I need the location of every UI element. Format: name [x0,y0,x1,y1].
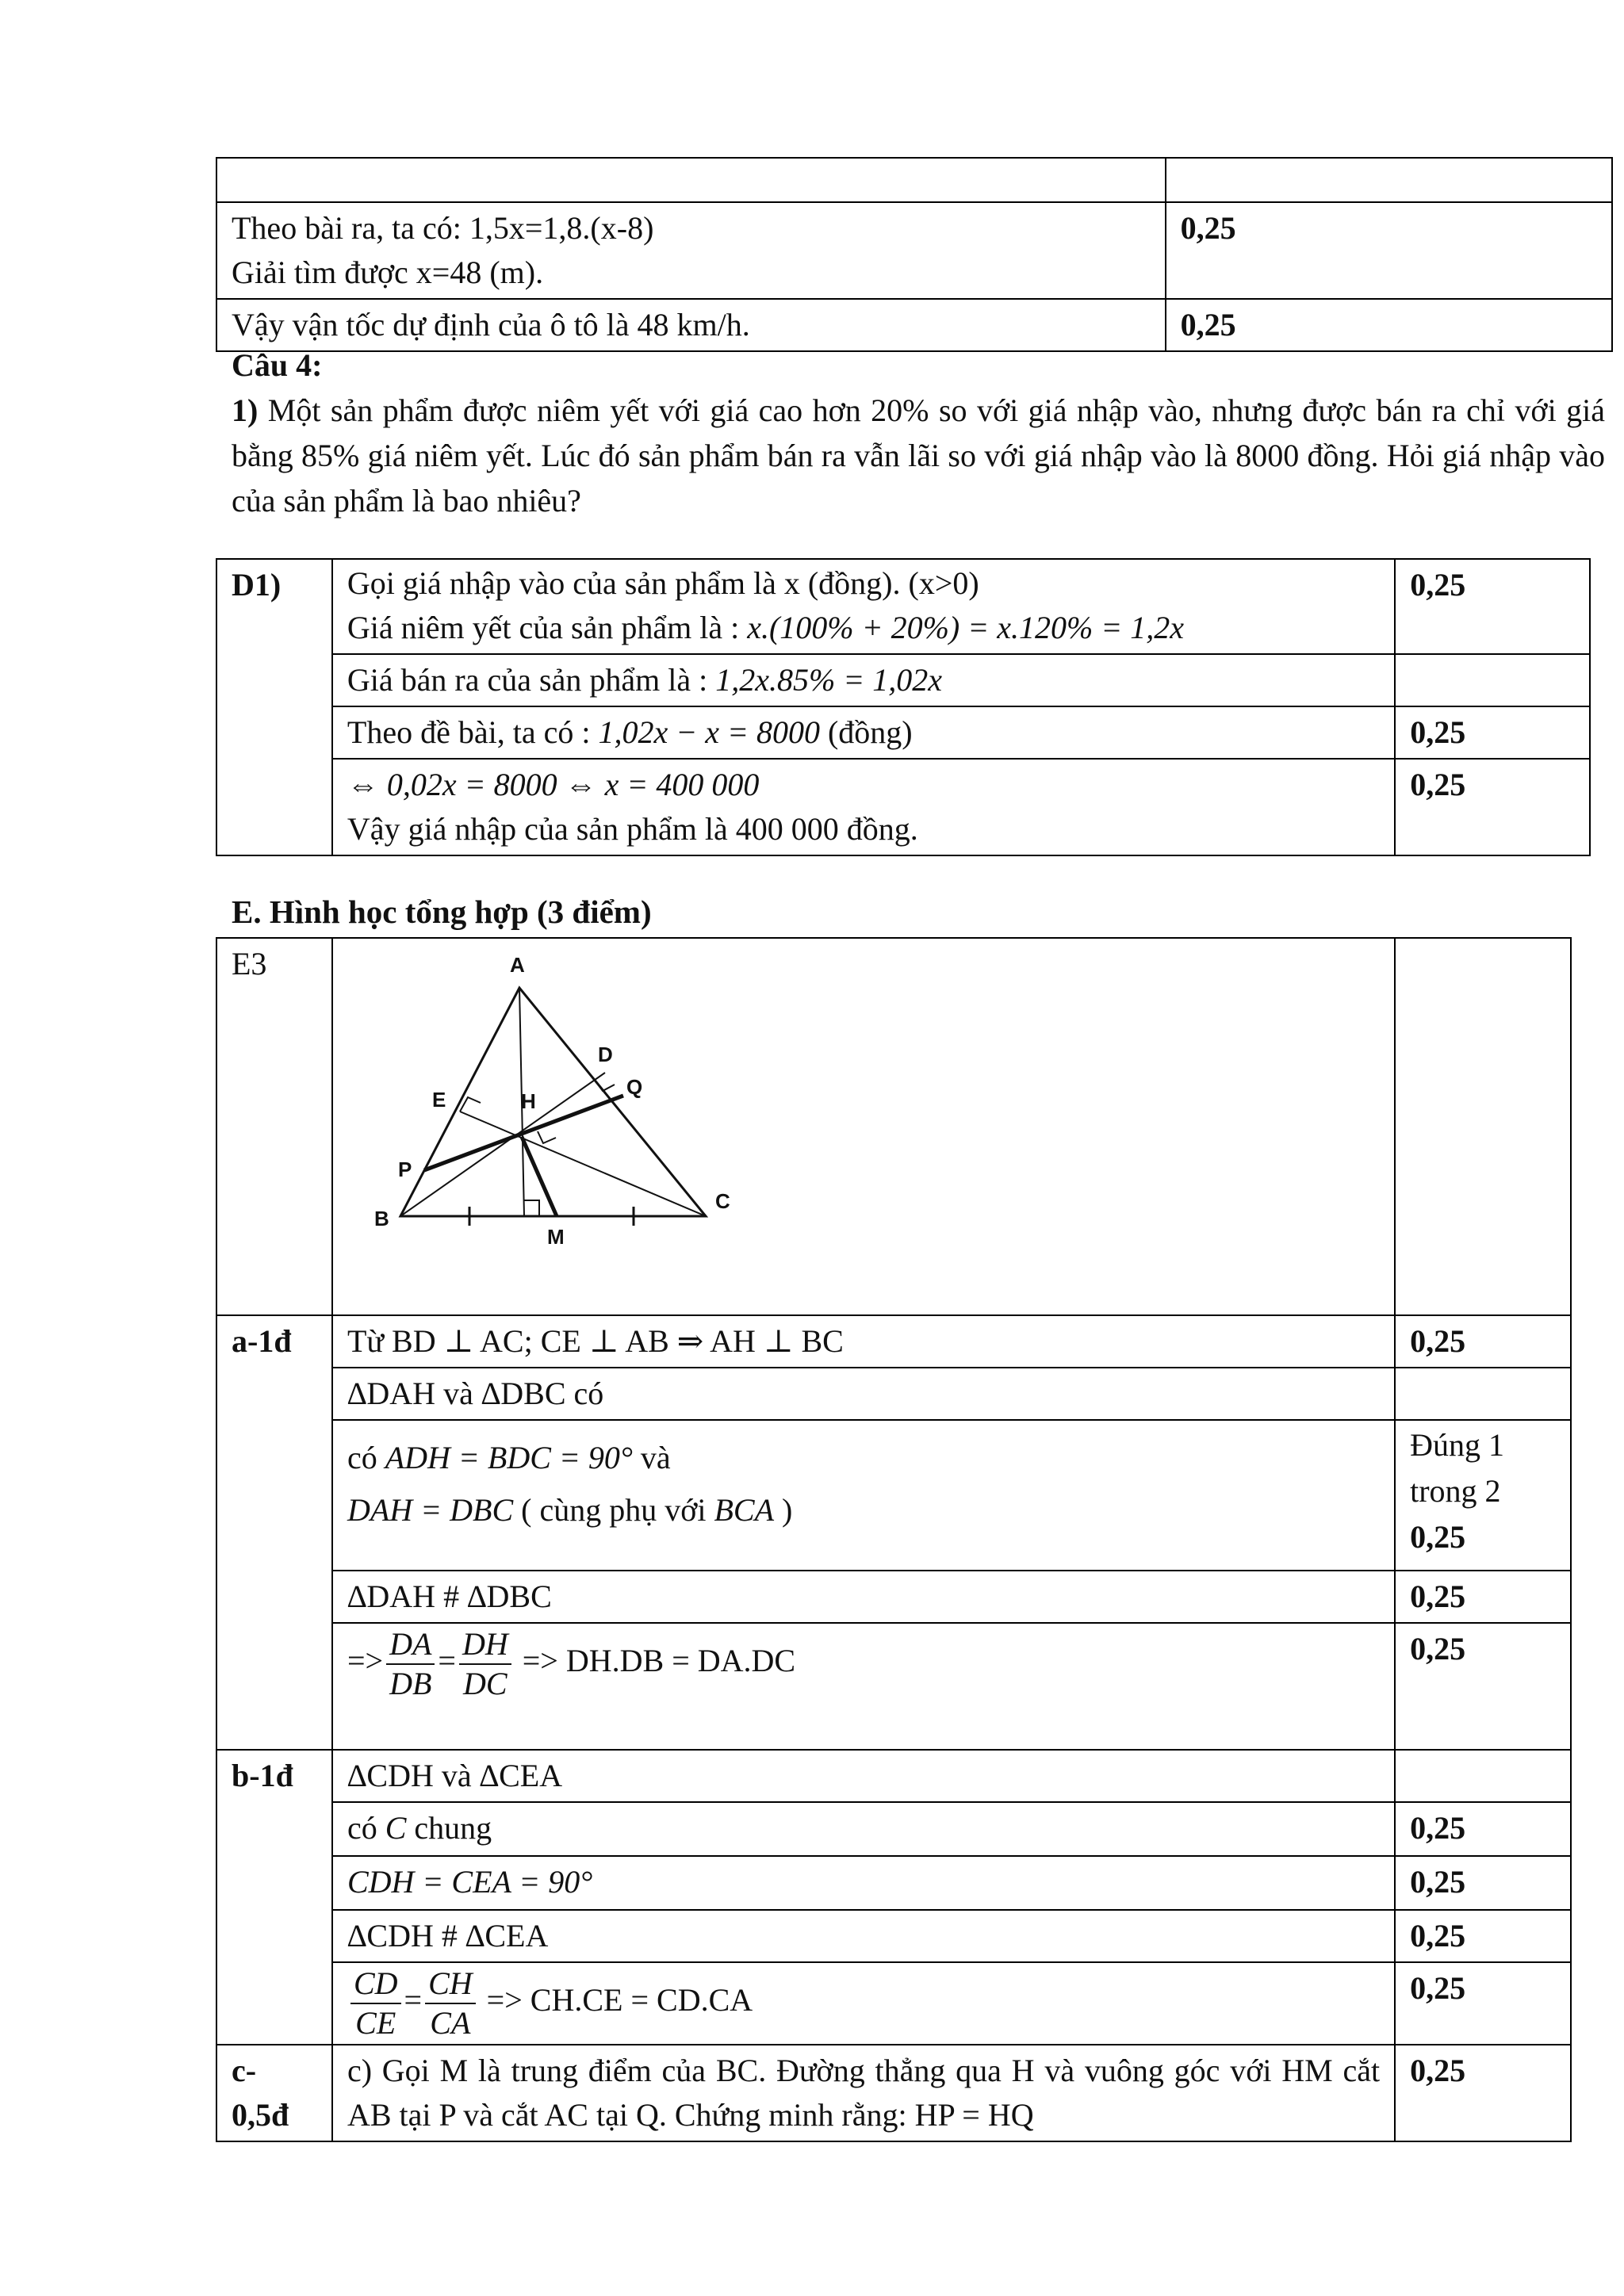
d1-table [216,558,1591,856]
solution-cell: Từ BD ⊥ AC; CE ⊥ AB ⇒ AH ⊥ BC [332,1315,1395,1368]
table-row [216,706,1590,759]
table-row [216,1802,1571,1856]
solution-cell: ∆DAH # ∆DBC [332,1571,1395,1623]
table-row [216,559,1590,654]
triangle-figure [333,939,761,1272]
table-row [216,2045,1571,2141]
row-label: b-1đ [216,1750,332,2045]
table-row [216,1420,1571,1571]
right-angle-h [538,1131,556,1143]
solution-cell: Gọi giá nhập vào của sản phẩm là x (đồng). (x>0) Giá niêm yết của sản phẩm là : x.(100% + 20%) = x.120% = 1,2x [332,559,1395,654]
label-m: M [546,1225,565,1249]
score-cell: 0,25 [1395,759,1590,855]
question-title: Câu 4: [232,347,323,383]
table-row [216,938,1571,1315]
solution-cell: ∆DAH và ∆DBC có [332,1368,1395,1420]
table-row [216,1910,1571,1962]
row-label: D1) [216,559,332,855]
section-title: E. Hình học tổng hợp (3 điểm) [232,894,652,930]
score-cell [1395,938,1571,1315]
solution-cell: Giá bán ra của sản phẩm là : 1,2x.85% = 1,02x [332,654,1395,706]
score-cell: Đúng 1 trong 2 0,25 [1395,1420,1571,1571]
label-q: Q [626,1075,643,1099]
figure-cell [332,938,1395,1315]
table-row [216,1750,1571,1802]
score-cell [1395,654,1590,706]
row-label: c- 0,5đ [216,2045,332,2141]
score-cell: 0,25 [1395,1962,1571,2045]
label-h: H [520,1089,536,1113]
label-a: A [509,953,525,977]
solution-cell: $\frac{CD}{CE}$ = $\frac{CH}{CA}$ => CH.CE = CD.CA [332,1962,1395,2045]
table-row [216,202,1612,299]
row-label: E3 [216,938,332,1315]
label-e: E [431,1088,446,1112]
score-cell: 0,25 [1395,1856,1571,1910]
score-cell [1395,1368,1571,1420]
score-cell: 0,25 [1395,1802,1571,1856]
table-row [216,654,1590,706]
row-label: a-1đ [216,1315,332,1750]
solution-cell: Theo đề bài, ta có : 1,02x − x = 8000 (đồng) [332,706,1395,759]
score-cell: 0,25 [1395,706,1590,759]
solution-cell: c) Gọi M là trung điểm của BC. Đường thẳng qua H và vuông góc với HM cắt AB tại P và cắt AC tại Q. Chứng minh rằng: HP = HQ [332,2045,1395,2141]
solution-cell: ⇔ 0,02x = 8000 ⇔ x = 400 000 Vậy giá nhập của sản phẩm là 400 000 đồng. [332,759,1395,855]
label-d: D [597,1043,613,1066]
score-cell [1395,1750,1571,1802]
table-row [216,1962,1571,2045]
score-cell: 0,25 [1395,1910,1571,1962]
score-cell: 0,25 [1166,299,1612,351]
score-cell: 0,25 [1166,202,1612,299]
score-cell: 0,25 [1395,1571,1571,1623]
table-row [216,759,1590,855]
question-text: 1) Một sản phẩm được niêm yết với giá cao hơn 20% so với giá nhập vào, nhưng được bán ra chỉ với giá bằng 85% giá niêm yết. Lúc đó sản phẩm bán ra vẫn lãi so với giá nhập vào là 8000 đồng. Hỏi giá nhập vào của sản phẩm là bao nhiêu? [232,392,1606,519]
label-p: P [397,1158,412,1181]
label-b: B [373,1207,389,1230]
label-c: C [714,1189,730,1213]
score-cell: 0,25 [1395,1623,1571,1750]
solution-cell: Theo bài ra, ta có: 1,5x=1,8.(x-8) Giải tìm được x=48 (m). [216,202,1166,299]
score-cell: 0,25 [1395,559,1590,654]
table-row [216,1623,1571,1750]
score-cell: 0,25 [1395,2045,1571,2141]
table-row [216,1315,1571,1368]
top-table [216,157,1613,352]
solution-cell: có ADH = BDC = 90° và DAH = DBC ( cùng phụ với BCA ) [332,1420,1395,1571]
right-angle-e [460,1097,481,1112]
solution-cell: Vậy vận tốc dự định của ô tô là 48 km/h. [216,299,1166,351]
solution-cell: ∆CDH và ∆CEA [332,1750,1395,1802]
geometry-table [216,937,1572,2142]
altitude-b [397,1073,605,1216]
score-cell: 0,25 [1395,1315,1571,1368]
table-row [216,1571,1571,1623]
right-angle-foot [524,1200,539,1216]
question-4 [232,342,1605,523]
altitude-c [460,1112,706,1216]
solution-cell: => $\frac{DA}{DB}$ = $\frac{DH}{DC}$ => DH.DB = DA.DC [332,1623,1395,1750]
solution-cell: CDH = CEA = 90° [332,1856,1395,1910]
solution-cell: có C chung [332,1802,1395,1856]
table-row [216,1368,1571,1420]
triangle-abc [397,988,706,1216]
table-row [216,1856,1571,1910]
solution-cell: ∆CDH # ∆CEA [332,1910,1395,1962]
table-row [216,158,1612,202]
